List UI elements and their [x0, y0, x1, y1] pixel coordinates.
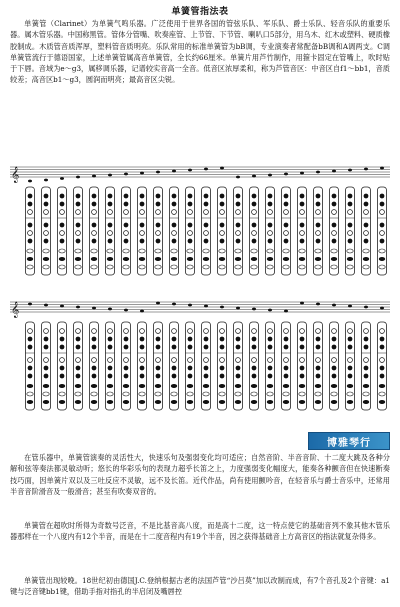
watermark-badge	[308, 432, 390, 450]
paragraph-history-text: 单簧管出现较晚。18世纪初由德国J.C.登纳根据古老的法国芦管“沙吕莫”加以改制而成，有7个音孔及2个音键：a1键与泛音键bb1键，借助手指对指孔的半启闭及嘴唇控	[10, 576, 390, 597]
fingering-chart-lower-image	[10, 300, 390, 415]
svg-text:𝄞: 𝄞	[11, 167, 20, 183]
watermark-badge-text: 博雅琴行	[327, 437, 371, 449]
page-title: 单簧管指法表	[171, 7, 229, 17]
fingering-chart-upper-image	[10, 165, 390, 280]
paragraph-technique	[10, 452, 390, 497]
paragraph-intro	[10, 18, 390, 86]
svg-text:𝄞: 𝄞	[11, 302, 20, 318]
paragraph-overblowing-text: 单簧管在超吹时所得为奇数号泛音，不是比基音高八度，而是高十二度，这一特点使它的基础音列不象其他木管乐器那样在一个八度内有12个半音，而是在十二度音程内有19个半音，因之获得基础音上方高音区的指法就复杂得多。	[10, 521, 390, 542]
paragraph-technique-text: 在管乐器中，单簧管演奏的灵活性大，快速乐句及强弱变化均可适应；自然音阶、半音音阶、十二度大跳及各种分解和弦等奏法都灵敏动听；悠长的华彩乐句的表现力超乎长笛之上，力度强弱变化幅度大，能奏各种颤音但在快速断奏技巧面，因单簧片双以及三吐反应不灵敏，远不及长笛。近代作品，尚有使用颤吟音，在轻音乐与爵士音乐中，还常用半音音阶滑音及一般滑音；甚至有吹奏双音的。	[10, 453, 390, 496]
fingering-chart-lower	[10, 300, 390, 415]
paragraph-history	[10, 575, 390, 598]
paragraph-intro-text: 单簧管（Clarinet）为单簧气鸣乐器。广泛使用于世界各国的管弦乐队、军乐队、爵士乐队、轻音乐队的重要乐器。属木管乐器。中国称黑管。管体分管嘴、吹奏座管、上节管、下节管、喇叭口5部分，用乌木、红木或塑料、硬质橡胶制成。木质管音质浑厚，塑料管音质明亮。乐队常用的标准单簧管为bB调，专业演奏者常配备bB调和A调两支。C调单簧管流行于德语国家，上述单簧管属高音单簧管，全长约66厘米。单簧片用芦竹制作，用箍卡固定在管嘴上，吹时贴于下唇。音域为e～g3，属移调乐器，记谱较实音高一全音。低音区浓厚柔和，称为芦管音区：中音区自f1～bb1，音质较差；高音区b1～g3，圆润而明亮；最高音区尖锐。	[10, 19, 390, 85]
paragraph-overblowing	[10, 520, 390, 543]
fingering-chart-upper	[10, 165, 390, 280]
